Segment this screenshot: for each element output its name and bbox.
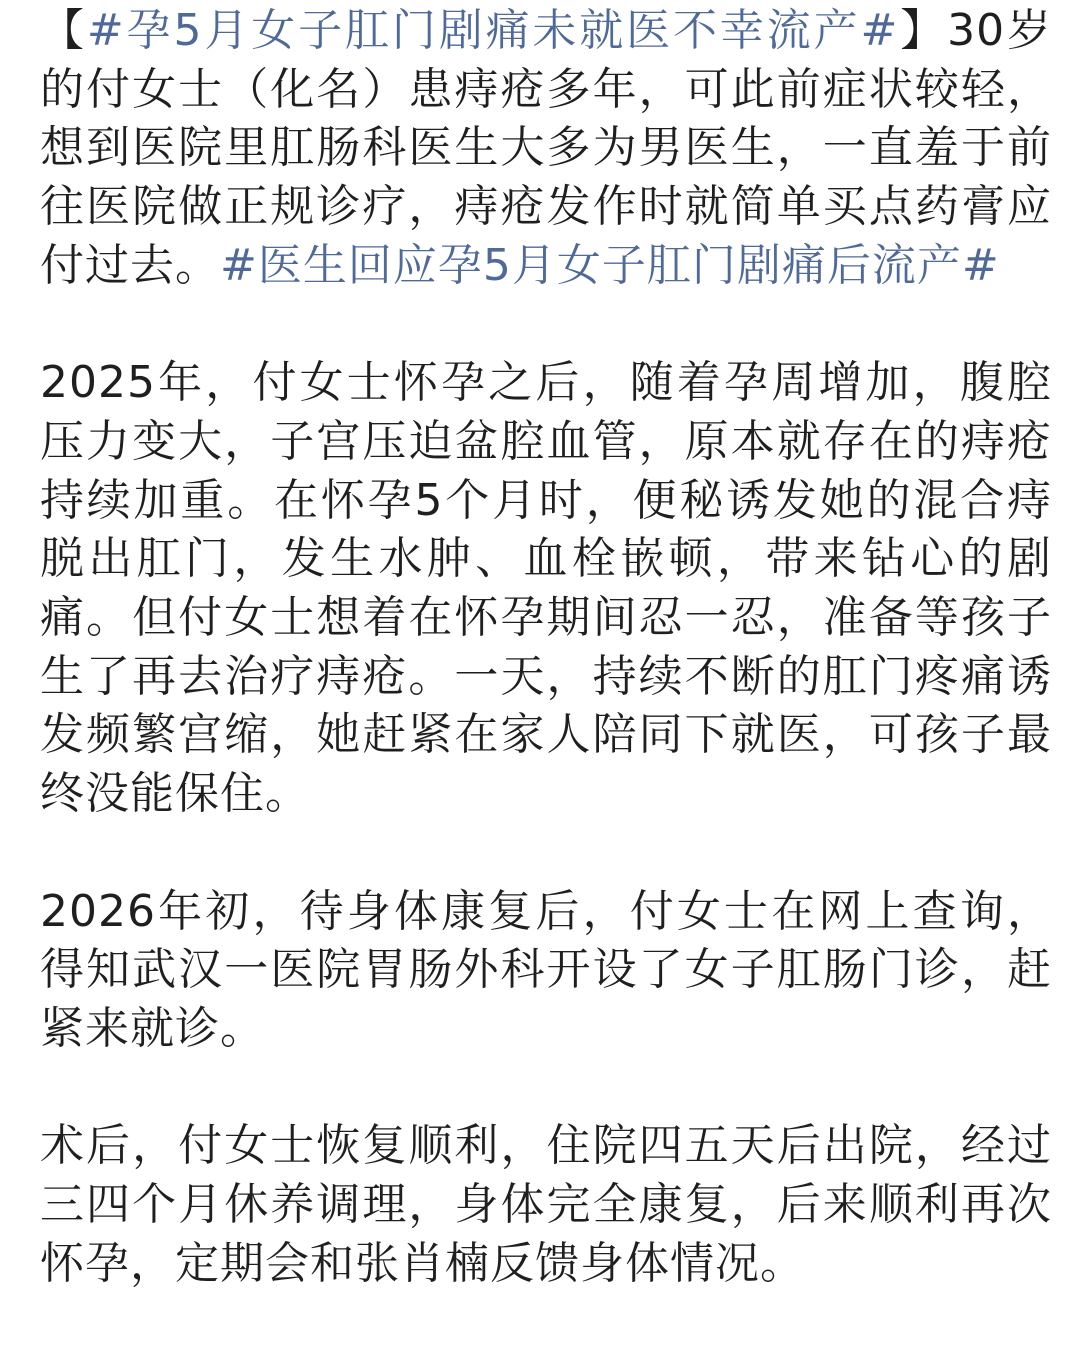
bracket-open: 【 <box>40 5 87 56</box>
topic-link-pregnant-woman-miscarriage[interactable]: #孕5月女子肛门剧痛未就医不幸流产# <box>86 5 899 56</box>
paragraph-intro <box>40 2 1052 296</box>
topic-link-doctor-response[interactable]: #医生回应孕5月女子肛门剧痛后流产# <box>220 239 1000 291</box>
post-body <box>40 2 1052 1293</box>
paragraph-2025: 2025年，付女士怀孕之后，随着孕周增加，腹腔压力变大，子宫压迫盆腔血管，原本就存在的痔疮持续加重。在怀孕5个月时，便秘诱发她的混合痔脱出肛门，发生水肿、血栓嵌顿，带来钻心的剧痛。但付女士想着在怀孕期间忍一忍，准备等孩子生了再去治疗痔疮。一天，持续不断的肛门疼痛诱发频繁宫缩，她赶紧在家人陪同下就医，可孩子最终没能保住。 <box>40 357 1052 820</box>
bracket-close: 】 <box>898 5 948 56</box>
paragraph-recovery: 术后，付女士恢复顺利，住院四五天后出院，经过三四个月休养调理，身体完全康复，后来顺利再次怀孕，定期会和张肖楠反馈身体情况。 <box>40 1120 1052 1289</box>
intro-text: 30岁的付女士（化名）患痔疮多年，可此前症状较轻，想到医院里肛肠科医生大多为男医生，一直羞于前往医院做正规诊疗，痔疮发作时就简单买点药膏应付过去。 <box>40 5 1052 291</box>
paragraph-2026: 2026年初，待身体康复后，付女士在网上查询，得知武汉一医院胃肠外科开设了女子肛肠门诊，赶紧来就诊。 <box>40 885 1052 1054</box>
